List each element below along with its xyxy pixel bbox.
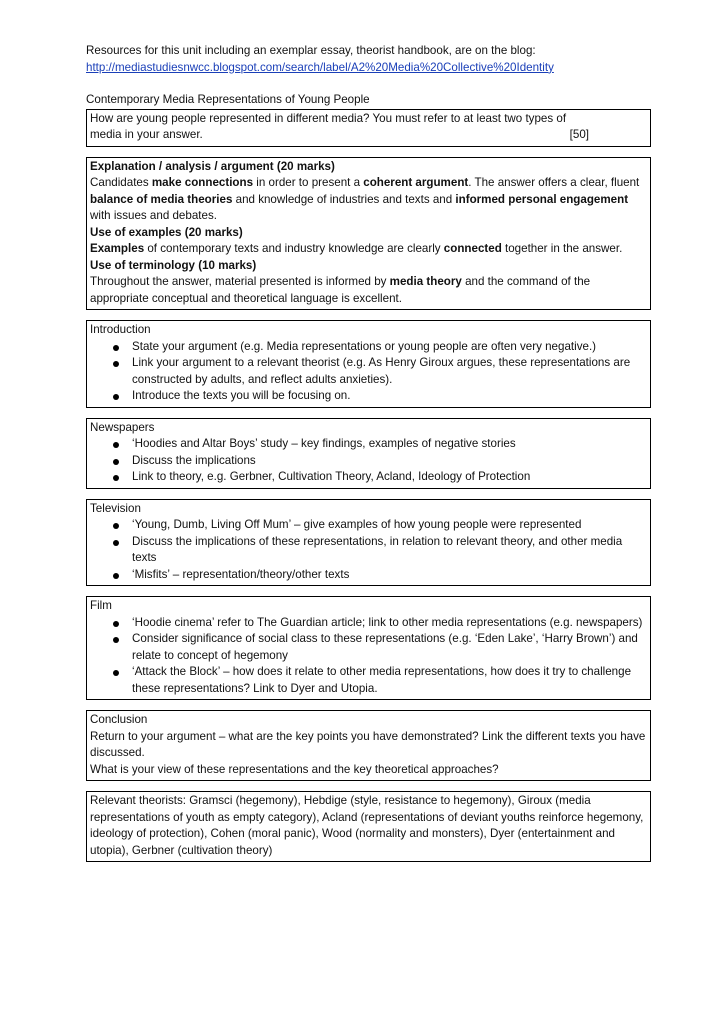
criteria-paragraph-explanation: Candidates make connections in order to present a coherent argument. The answer offers a clear, fluent balance of media theories and knowledge of industries and texts and informed personal engagement with issues and debates. [90,176,640,222]
question-marks: [50] [569,128,589,141]
list-item: ‘Young, Dumb, Living Off Mum’ – give examples of how young people were represented [90,517,647,534]
television-list [90,517,647,583]
list-item: ‘Hoodie cinema’ refer to The Guardian article; link to other media representations (e.g. newspapers) [90,615,647,632]
film-box [86,596,651,700]
newspapers-title: Newspapers [90,420,155,434]
list-item: Consider significance of social class to these representations (e.g. ‘Eden Lake’, ‘Harry Brown’) and relate to concept of hegemony [90,631,647,664]
list-item: ‘Misfits’ – representation/theory/other texts [90,567,647,584]
newspapers-list [90,436,647,486]
list-item: Link your argument to a relevant theorist (e.g. As Henry Giroux argues, these representations are constructed by adults, and reflect adults anxieties). [90,355,647,388]
list-item: State your argument (e.g. Media representations or young people are often very negative.) [90,339,647,356]
theorists-box [86,791,651,862]
blog-link[interactable]: http://mediastudiesnwcc.blogspot.com/search/label/A2%20Media%20Collective%20Identity [86,60,554,74]
list-item: Introduce the texts you will be focusing on. [90,388,647,405]
introduction-title: Introduction [90,323,151,336]
conclusion-box [86,710,651,781]
question-row-2 [90,127,647,144]
resources-line: Resources for this unit including an exemplar essay, theorist handbook, are on the blog: [86,44,536,57]
criteria-heading-terminology: Use of terminology (10 marks) [90,258,257,272]
criteria-paragraph-terminology: Throughout the answer, material presented is informed by media theory and the command of the appropriate conceptual and theoretical language is excellent. [90,275,591,305]
introduction-box [86,320,651,408]
document-page [86,43,651,872]
criteria-box [86,157,651,311]
conclusion-line-2: What is your view of these representations and the key theoretical approaches? [90,762,499,776]
criteria-heading-explanation: Explanation / analysis / argument (20 marks) [90,159,335,173]
television-box [86,499,651,587]
television-title: Television [90,501,141,515]
question-line-2: media in your answer. [90,128,203,141]
introduction-list [90,339,647,405]
conclusion-title: Conclusion [90,713,148,726]
list-item: Discuss the implications [90,453,647,470]
newspapers-box [86,418,651,489]
question-line-1: How are young people represented in different media? You must refer to at least two types of [90,111,567,125]
list-item: Link to theory, e.g. Gerbner, Cultivation Theory, Acland, Ideology of Protection [90,469,647,486]
criteria-heading-examples: Use of examples (20 marks) [90,225,243,239]
list-item: ‘Attack the Block’ – how does it relate to other media representations, how does it try to challenge these representations? Link to Dyer and Utopia. [90,664,647,697]
essay-title: Contemporary Media Representations of Young People [86,93,370,106]
film-title: Film [90,599,112,612]
film-list [90,615,647,698]
criteria-paragraph-examples: Examples of contemporary texts and industry knowledge are clearly connected together in the answer. [90,242,623,255]
blog-link-line [86,60,651,77]
question-box [86,109,651,147]
conclusion-line-1: Return to your argument – what are the key points you have demonstrated? Link the different texts you have discussed. [90,729,646,759]
theorists-text: Relevant theorists: Gramsci (hegemony), Hebdige (style, resistance to hegemony), Giroux (media representations of youth as empty category), Acland (representations of deviant youths reinforce hegemony, ideology of protection), Cohen (moral panic), Wood (normality and monsters), Dyer (entertainment and utopia), Gerbner (cultivation theory) [90,794,644,857]
list-item: Discuss the implications of these representations, in relation to relevant theory, and other media texts [90,534,647,567]
list-item: ‘Hoodies and Altar Boys’ study – key findings, examples of negative stories [90,436,647,453]
